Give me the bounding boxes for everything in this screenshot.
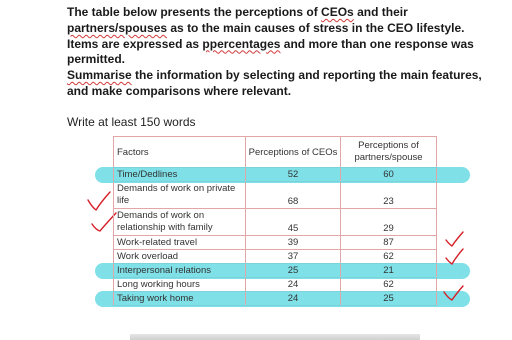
table-header-row [113,136,437,168]
word-count-instruction: Write at least 150 words [67,115,196,129]
prompt-text: as to the main causes of stress in the CEO lifestyle. [167,20,465,35]
prompt-text: and make comparisons where relevant. [67,83,292,98]
factor-cell: Demands of work on private life [113,182,246,208]
ceo-cell: 39 [246,236,341,249]
factor-cell: Taking work home [113,292,246,305]
prompt-line [67,68,497,84]
table-row [113,264,437,278]
factor-cell: Work overload [113,250,246,263]
table-row [113,250,437,264]
prompt-line [67,84,497,100]
ceo-cell: 45 [246,209,341,235]
partner-cell: 87 [341,236,437,249]
table-row [113,209,437,236]
prompt-text: Items are expressed as [67,36,203,51]
partner-cell: 62 [341,278,437,291]
header-factors: Factors [113,137,246,167]
factor-cell: Interpersonal relations [113,264,246,277]
table-row [113,236,437,250]
partner-cell: 60 [341,168,437,181]
partner-cell: 29 [341,209,437,235]
spellcheck-word: ppercentages [202,36,281,51]
partner-cell: 23 [341,182,437,208]
ceo-cell: 68 [246,182,341,208]
table-row [113,168,437,182]
prompt-line [67,21,497,37]
factor-cell: Work-related travel [113,236,246,249]
table-row [113,278,437,292]
partner-cell: 21 [341,264,437,277]
partner-cell: 62 [341,250,437,263]
ceo-cell: 52 [246,168,341,181]
task-prompt [67,5,497,100]
spellcheck-word: partners/spouses [67,20,168,35]
prompt-text: permitted. [67,52,126,67]
factor-cell: Long working hours [113,278,246,291]
header-partners: Perceptions of partners/spouse [341,137,437,167]
table-row [113,182,437,209]
spellcheck-word: Summarise [67,68,132,83]
factor-cell: Time/Dedlines [113,168,246,181]
stress-factors-table [113,136,437,306]
factor-cell: Demands of work on relationship with family [113,209,246,235]
prompt-text: and their [353,5,408,19]
partner-cell: 25 [341,292,437,305]
ceo-cell: 24 [246,278,341,291]
checkmark-icon [446,249,463,264]
checkmark-icon [88,192,110,210]
ceo-cell: 24 [246,292,341,305]
checkmark-icon [446,232,463,246]
prompt-text: The table below presents the perceptions of [67,5,322,19]
table-row [113,292,437,306]
prompt-line [67,52,497,68]
header-ceos: Perceptions of CEOs [246,137,341,167]
ceo-cell: 37 [246,250,341,263]
prompt-text: the information by selecting and reporting the main features, [131,68,482,83]
page-edge [130,334,420,340]
prompt-line [67,37,497,53]
spellcheck-word: CEOs [321,5,354,19]
prompt-line [67,5,497,21]
prompt-text: and more than one response was [280,36,474,51]
ceo-cell: 25 [246,264,341,277]
